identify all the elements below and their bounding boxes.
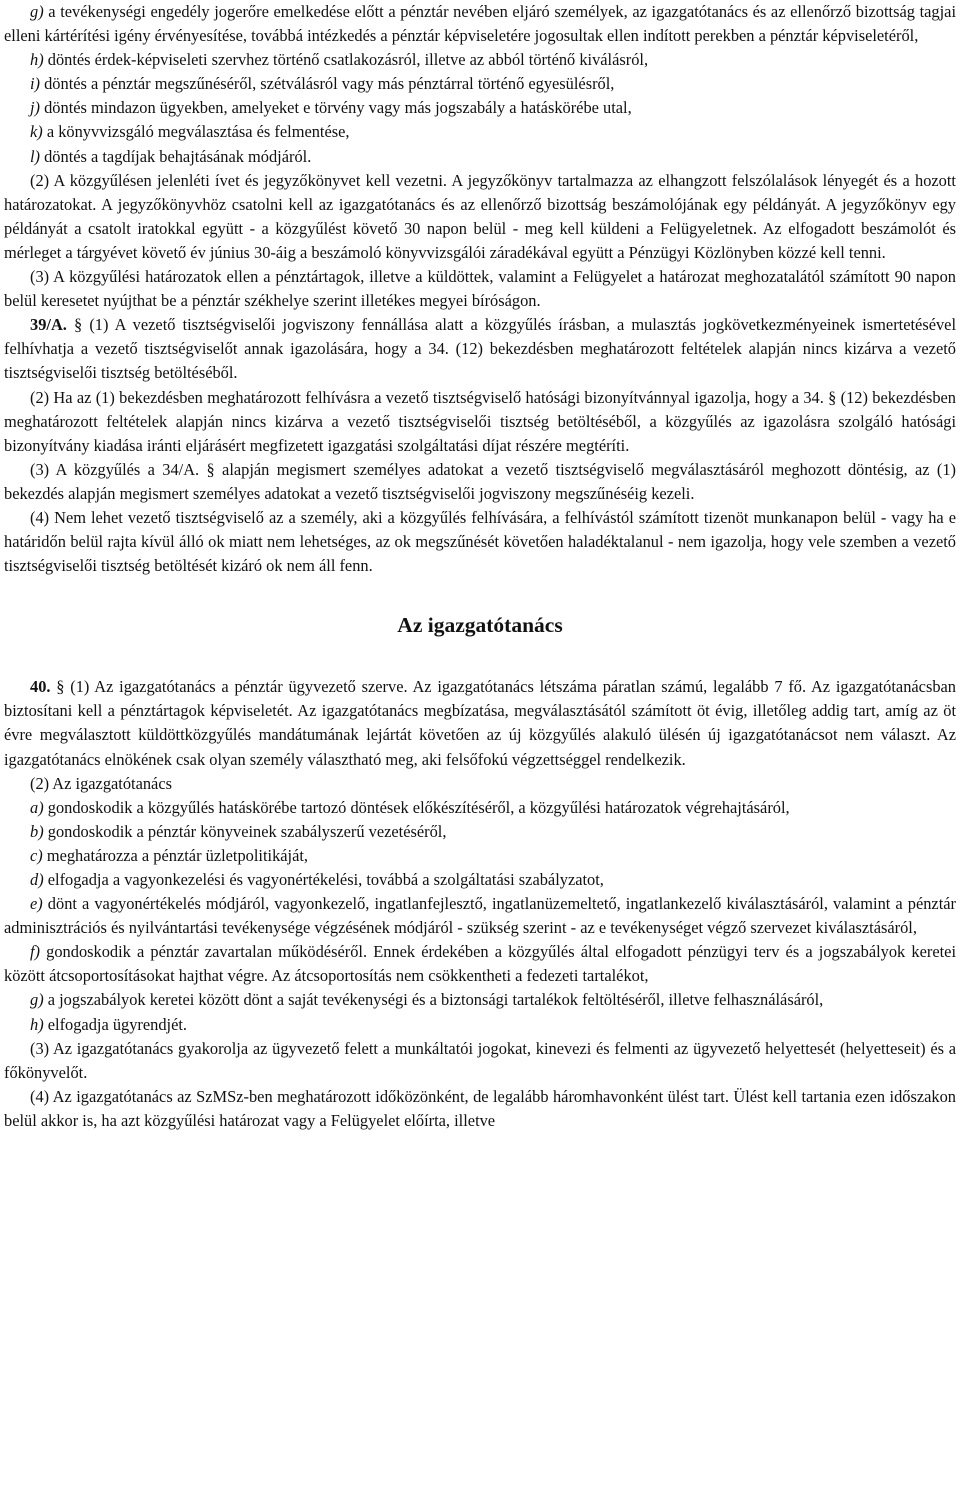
paragraph: (2) Ha az (1) bekezdésben meghatározott felhívásra a vezető tisztségviselő hatósági bizonyítvánnyal igazolja, hogy a 34. § (12) bekezdésben meghatározott feltételek alapján nincs kizárva a vezető tisztségviselői tisztség betöltéséből, a közgyűlés az igazolásra szolgáló hatósági bizonyítvány kiadása iránti eljárásért megfizetett igazgatási szolgáltatási díjat részére megtéríti. <box>4 387 956 455</box>
item-label: g) <box>30 990 44 1010</box>
list-item <box>4 868 956 892</box>
item-text: elfogadja ügyrendjét. <box>43 1014 188 1034</box>
list-item <box>4 120 956 144</box>
paragraph: (3) A közgyűlés a 34/A. § alapján megismert személyes adatokat a vezető tisztségviselő megválasztásáról meghozott döntésig, az (1) bekezdés alapján megismert személyes adatokat a vezető tisztségviselői jogviszony megszűnéséig kezeli. <box>4 459 956 503</box>
section-number: 40. <box>30 677 51 697</box>
paragraph-intro: (2) Az igazgatótanács <box>30 773 172 793</box>
paragraph: (4) Az igazgatótanács az SzMSz-ben meghatározott időközönként, de legalább háromhavonként ülést tart. Ülést kell tartania ezen időszakon belül akkor is, ha azt közgyűlési határozat vagy a Felügyelet előírta, illetve <box>4 1086 956 1130</box>
list-item <box>4 796 956 820</box>
item-label: g) <box>30 2 44 21</box>
item-label: j) <box>30 98 41 118</box>
list-item <box>4 48 956 72</box>
item-text: döntés mindazon ügyekben, amelyeket e törvény vagy más jogszabály a hatáskörébe utal, <box>40 98 632 118</box>
list-item <box>4 844 956 868</box>
paragraph: (2) A közgyűlésen jelenléti ívet és jegyzőkönyvet kell vezetni. A jegyzőkönyv tartalmazza az elhangzott felszólalások lényegét és a hozott határozatokat. A jegyzőkönyvhöz csatolni kell az igazgatótanács és az ellenőrző bizottság beszámolójának egy példányát. A jegyzőkönyv egy példányát a csatolt iratokkal együtt - a közgyűlést követő 30 napon belül - meg kell küldeni a Felügyeletnek. Az elfogadott beszámolót és mérleget a tárgyévet követő év június 30-áig a beszámoló könyvvizsgálói záradékával együtt a Pénzügyi Közlönyben közzé kell tenni. <box>4 170 956 262</box>
item-text: gondoskodik a pénztár könyveinek szabályszerű vezetéséről, <box>43 821 447 841</box>
item-label: d) <box>30 870 44 889</box>
item-label: f) <box>30 942 41 962</box>
paragraph: (4) Nem lehet vezető tisztségviselő az a személy, aki a közgyűlés felhívására, a felhívástól számított tizenöt munkanapon belül - vagy ha e határidőn belül rajta kívül álló ok miatt nem lehetséges, az ok megszűnését követően haladéktalanul - nem igazolja, hogy vele szemben a vezető tisztségviselői tisztség betöltését kizáró ok nem áll fenn. <box>4 507 956 576</box>
item-text: a tevékenységi engedély jogerőre emelkedése előtt a pénztár nevében eljáró személyek, az igazgatótanács és az ellenőrző bizottság tagjai elleni kártérítési igény érvényesítése, továbbá intézkedés a pénztár képviseletére jogosultak ellen indított perekben a pénztár képviseletéről, <box>4 2 956 46</box>
item-label: b) <box>30 821 44 841</box>
paragraph-text: § (1) A vezető tisztségviselői jogviszony fennállása alatt a közgyűlés írásban, a mulasztás jogkövetkezményeinek ismertetésével felhívhatja a vezető tisztségviselőt annak igazolására, hogy a 34. (12) bekezdésben meghatározott feltételek alapján nincs kizárva a vezető tisztségviselői tisztség betöltéséből. <box>4 315 956 383</box>
list-item <box>4 940 956 988</box>
item-label: l) <box>30 146 41 166</box>
item-text: döntés a tagdíjak behajtásának módjáról. <box>40 146 312 166</box>
list-item <box>4 145 956 169</box>
item-label: k) <box>30 122 43 142</box>
item-text: dönt a vagyonértékelés módjáról, vagyonkezelő, ingatlanfejlesztő, ingatlanüzemeltető, ingatlankezelő kiválasztásáról, valamint a pénztár adminisztrációs és nyilvántartási tevékenysége végzésének módjáról - szükség szerint - az e tevékenységet végző szervezet kiválasztásáról, <box>4 894 956 938</box>
item-text: gondoskodik a közgyűlés hatáskörébe tartozó döntések előkészítéséről, a közgyűlési határozatok végrehajtásáról, <box>43 797 790 817</box>
list-item <box>4 892 956 940</box>
section-heading: Az igazgatótanács <box>397 613 563 638</box>
item-label: h) <box>30 1014 44 1034</box>
section-39a-paragraph-1 <box>4 313 956 385</box>
list-item <box>4 72 956 96</box>
item-label: i) <box>30 74 41 94</box>
list-item <box>4 96 956 120</box>
section-number: 39/A. <box>30 315 67 335</box>
item-text: döntés a pénztár megszűnéséről, szétválásról vagy más pénztárral történő egyesülésről, <box>40 74 615 94</box>
item-text: a jogszabályok keretei között dönt a saját tevékenységi és a biztonsági tartalékok feltöltéséről, illetve felhasználásáról, <box>43 990 824 1010</box>
item-text: elfogadja a vagyonkezelési és vagyonértékelési, továbbá a szolgáltatási szabályzatot, <box>43 870 604 889</box>
item-label: a) <box>30 797 44 817</box>
item-text: döntés érdek-képviseleti szervhez történő csatlakozásról, illetve az abból történő kiválásról, <box>43 50 649 70</box>
item-text: meghatározza a pénztár üzletpolitikáját, <box>42 845 309 865</box>
paragraph: (3) A közgyűlési határozatok ellen a pénztártagok, illetve a küldöttek, valamint a Felügyelet a határozat meghozatalától számított 90 napon belül keresetet nyújthat be a pénztár székhelye szerint illetékes megyei bíróságon. <box>4 267 956 311</box>
item-text: gondoskodik a pénztár zavartalan működéséről. Ennek érdekében a közgyűlés által elfogadott pénzügyi terv és a jogszabályok keretei között átcsoportosításokat hajthat végre. Az átcsoportosítás nem csökkentheti a fedezeti tartalékot, <box>4 942 956 986</box>
section-40-paragraph-1 <box>4 675 956 771</box>
document-page <box>4 0 956 1133</box>
list-item <box>4 988 956 1012</box>
list-item <box>4 820 956 844</box>
list-item <box>4 1013 956 1037</box>
item-text: a könyvvizsgáló megválasztása és felmentése, <box>42 122 350 142</box>
paragraph-text: § (1) Az igazgatótanács a pénztár ügyvezető szerve. Az igazgatótanács létszáma páratlan számú, legalább 7 fő. Az igazgatótanácsban biztosítani kell a pénztártagok képviseletét. Az igazgatótanács megbízatása, megválasztásától számított öt évig, illetőleg addig tart, amíg az öt évre megválasztott küldöttközgyűlés mandátumának lejártát követően az új közgyűlés alakuló ülésén új igazgatótanácsot nem választ. Az igazgatótanács elnökének csak olyan személy választható meg, aki felsőfokú végzettséggel rendelkezik. <box>4 677 956 769</box>
list-item <box>4 0 956 48</box>
item-label: c) <box>30 845 43 865</box>
item-label: e) <box>30 894 43 914</box>
item-label: h) <box>30 50 44 70</box>
paragraph: (3) Az igazgatótanács gyakorolja az ügyvezető felett a munkáltatói jogokat, kinevezi és felmenti az ügyvezető helyettesét (helyetteseit) és a főkönyvelőt. <box>4 1038 956 1082</box>
